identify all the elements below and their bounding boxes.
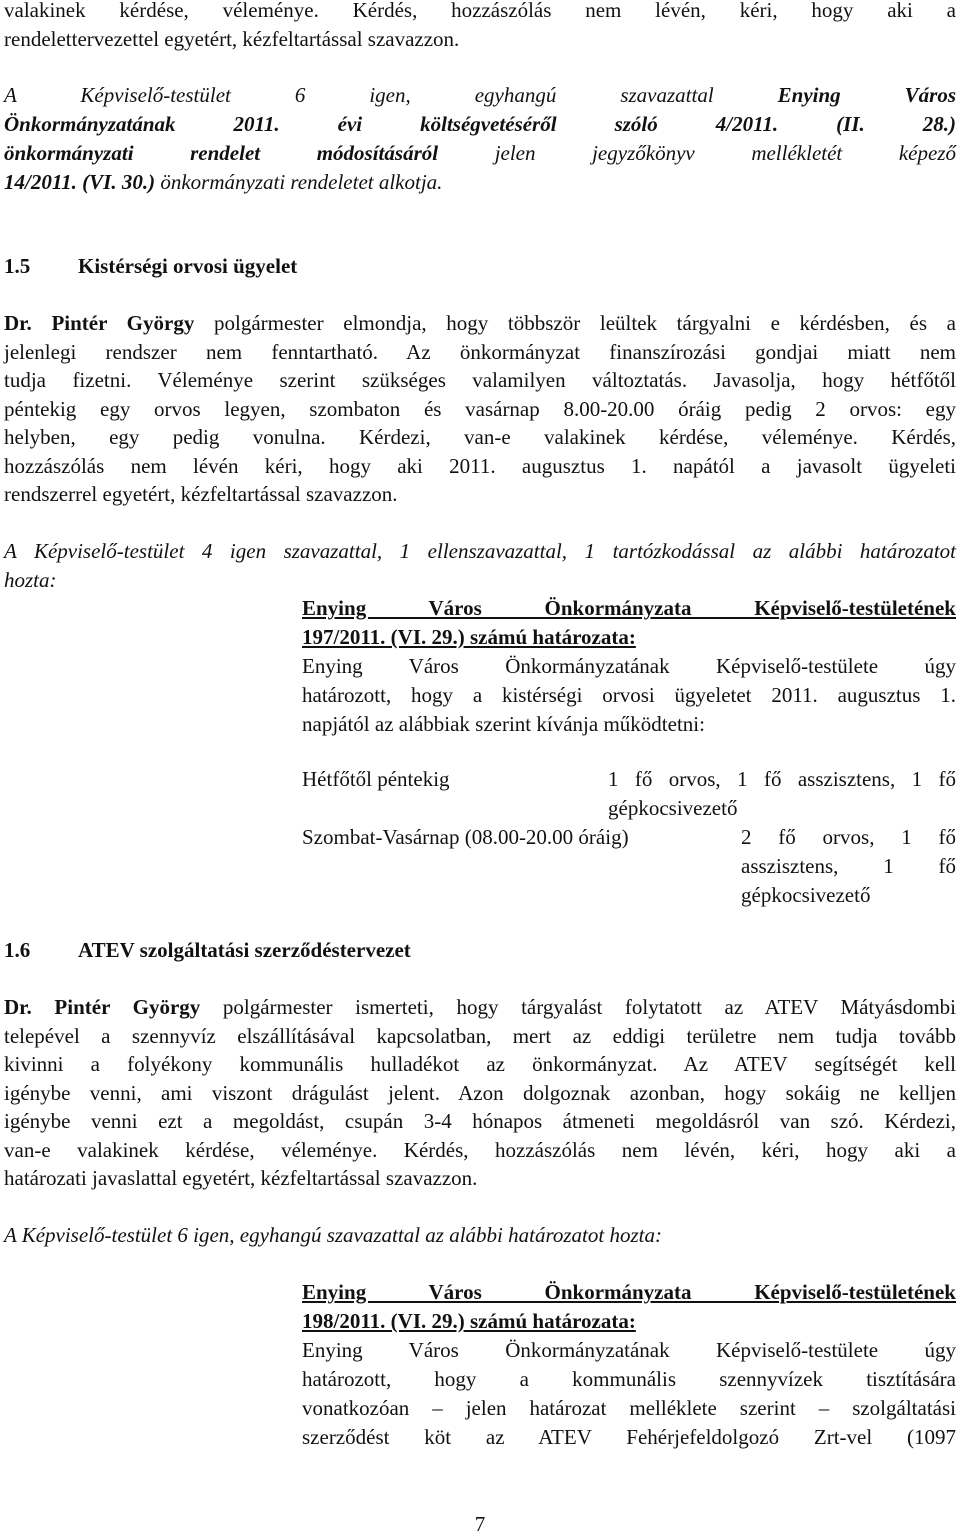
s16-line-1 <box>4 993 956 1022</box>
resolution-198 <box>302 1278 956 1452</box>
vote1-line-1 <box>4 81 956 110</box>
section-heading-1-6 <box>4 936 411 965</box>
s16-line-7: határozati javaslattal egyetért, kézfeltartással szavazzon. <box>4 1166 478 1190</box>
resolution-line-4: szerződést köt az ATEV Fehérjefeldolgozó Zrt-vel (1097 <box>302 1425 956 1449</box>
page-number: 7 <box>474 1512 486 1536</box>
vote1-text: A Képviselő-testület 6 igen, egyhangú szavazattal <box>4 83 714 107</box>
vote1-bold-2: önkormányzati rendelet módosításáról <box>4 141 439 165</box>
s15-vote-line-1: A Képviselő-testület 4 igen szavazattal, 1 ellenszavazattal, 1 tartózkodással az alábbi határozatot <box>4 539 956 563</box>
s16-line-5: igénybe venni ezt a megoldást, csupán 3-4 hónapos átmeneti megoldásról van szó. Kérdezi, <box>4 1109 956 1133</box>
resolution-header: Enying Város Önkormányzata Képviselő-testületének <box>302 596 956 620</box>
resolution-line-3: vonatkozóan – jelen határozat melléklete szerint – szolgáltatási <box>302 1396 956 1420</box>
s15-vote-line-2: hozta: <box>4 568 57 592</box>
schedule-weekend-value-3: gépkocsivezető <box>741 883 871 907</box>
vote1-line-3 <box>4 139 956 168</box>
resolution-header: Enying Város Önkormányzata Képviselő-testületének <box>302 1280 956 1304</box>
s16-line-6: van-e valakinek kérdése, véleménye. Kérdés, hozzászólás nem lévén, kéri, hogy aki a <box>4 1138 956 1162</box>
s15-line-7: rendszerrel egyetért, kézfeltartással szavazzon. <box>4 482 398 506</box>
vote1-line-2: Önkormányzatának 2011. évi költségvetéséről szóló 4/2011. (II. 28.) <box>4 112 956 136</box>
intro-line-2: rendelettervezettel egyetért, kézfeltartással szavazzon. <box>4 27 460 51</box>
schedule-weekday-label: Hétfőtől péntekig <box>302 767 450 791</box>
s15-line-4: péntekig egy orvos legyen, szombaton és vasárnap 8.00-20.00 óráig pedig 2 orvos: egy <box>4 397 956 421</box>
s16-vote-line: A Képviselő-testület 6 igen, egyhangú szavazattal az alábbi határozatot hozta: <box>4 1223 662 1247</box>
s15-line-3: tudja fizetni. Véleménye szerint szükséges valamilyen változtatás. Javasolja, hogy hétfőtől <box>4 368 956 392</box>
s16-text: polgármester ismerteti, hogy tárgyalást folytatott az ATEV Mátyásdombi <box>222 995 956 1019</box>
resolution-line-3: napjától az alábbiak szerint kívánja működtetni: <box>302 712 705 736</box>
vote1-bold: Enying Város <box>777 83 957 107</box>
resolution-197 <box>302 594 956 739</box>
s16-line-3: kivinni a folyékony kommunális hulladékot az önkormányzat. Az ATEV segítségét kell <box>4 1052 956 1076</box>
vote1-line-4 <box>4 168 956 197</box>
s15-line-1 <box>4 309 956 338</box>
section-title: ATEV szolgáltatási szerződéstervezet <box>78 938 411 962</box>
resolution-line-2: határozott, hogy a kommunális szennyvízek tisztítására <box>302 1367 956 1391</box>
schedule-weekday-value-2: gépkocsivezető <box>608 796 738 820</box>
speaker-name: Dr. Pintér György <box>4 311 195 335</box>
s15-line-2: jelenlegi rendszer nem fenntartható. Az önkormányzat finanszírozási gondjai miatt nem <box>4 340 956 364</box>
s15-line-6: hozzászólás nem lévén kéri, hogy aki 2011. augusztus 1. napától a javasolt ügyeleti <box>4 454 956 478</box>
s15-line-5: helyben, egy pedig vonulna. Kérdezi, van-e valakinek kérdése, véleménye. Kérdés, <box>4 425 956 449</box>
vote1-text-2: jelen jegyzőkönyv mellékletét képező <box>494 141 956 165</box>
section-title: Kistérségi orvosi ügyelet <box>78 254 298 278</box>
schedule-weekend-label: Szombat-Vasárnap (08.00-20.00 óráig) <box>302 825 629 849</box>
resolution-line-1: Enying Város Önkormányzatának Képviselő-testülete úgy <box>302 1338 956 1362</box>
schedule-weekend-value-2: asszisztens, 1 fő <box>741 854 956 878</box>
s16-line-4: igénybe venni, ami viszont drágulást jelent. Azon dolgoznak azonban, hogy sokáig ne kelljen <box>4 1081 956 1105</box>
section-heading-1-5 <box>4 252 297 281</box>
resolution-number: 197/2011. (VI. 29.) számú határozata: <box>302 625 636 649</box>
schedule-weekday-value-1: 1 fő orvos, 1 fő asszisztens, 1 fő <box>608 767 956 791</box>
intro-line-1: valakinek kérdése, véleménye. Kérdés, hozzászólás nem lévén, kéri, hogy aki a <box>4 0 956 22</box>
s16-line-2: telepével a szennyvíz elszállításával kapcsolatban, mert az eddigi területre nem tudja tovább <box>4 1024 956 1048</box>
vote1-text-3: önkormányzati rendeletet alkotja. <box>160 170 443 194</box>
section-number: 1.6 <box>4 938 31 962</box>
schedule-weekend-value-1: 2 fő orvos, 1 fő <box>741 825 956 849</box>
resolution-number: 198/2011. (VI. 29.) számú határozata: <box>302 1309 636 1333</box>
section-number: 1.5 <box>4 254 31 278</box>
resolution-line-1: Enying Város Önkormányzatának Képviselő-testülete úgy <box>302 654 956 678</box>
resolution-line-2: határozott, hogy a kistérségi orvosi ügyeletet 2011. augusztus 1. <box>302 683 956 707</box>
s15-text: polgármester elmondja, hogy többször leültek tárgyalni e kérdésben, és a <box>213 311 956 335</box>
vote1-bold-3: 14/2011. (VI. 30.) <box>4 170 156 194</box>
speaker-name: Dr. Pintér György <box>4 995 201 1019</box>
